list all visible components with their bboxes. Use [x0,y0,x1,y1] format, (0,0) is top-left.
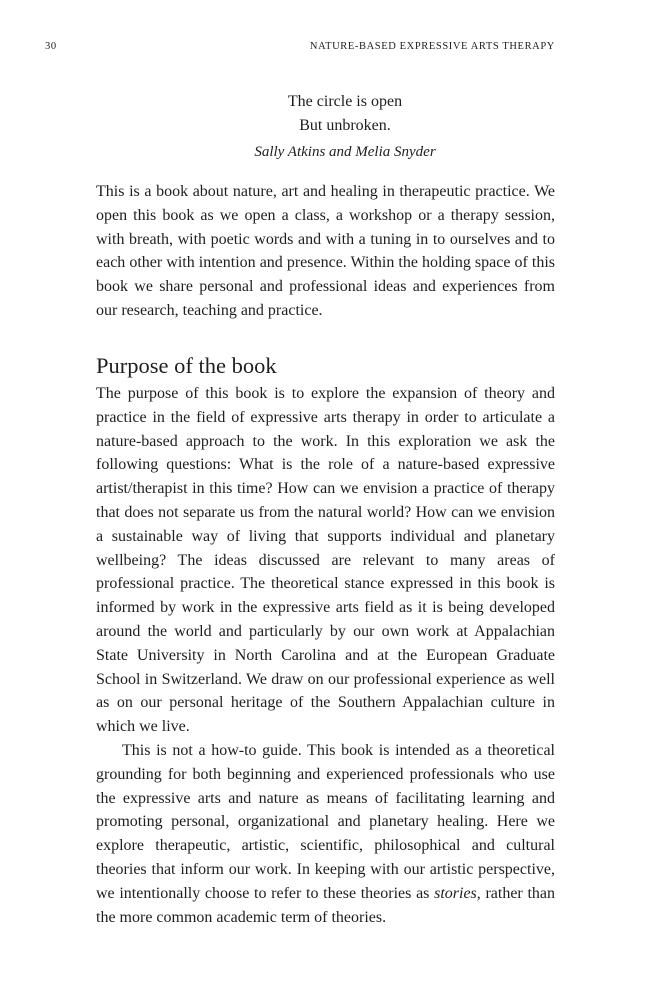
epigraph-line: But unbroken. [299,117,391,134]
epigraph [45,90,645,164]
body-paragraph [96,739,555,929]
emphasized-term: stories [434,884,477,902]
page-number: 30 [45,41,57,52]
epigraph-author: Sally Atkins and Melia Snyder [254,144,436,160]
section-heading: Purpose of the book [96,353,277,378]
purpose-section [96,382,555,929]
intro-paragraph: This is a book about nature, art and healing in therapeutic practice. We open this book as we open a class, a workshop or a therapy session, with breath, with poetic words and with a tuning in to ourselves and to each other with intention and presence. Within the holding space of this book we share personal and professional ideas and experiences from our research, teaching and practice. [96,183,555,319]
intro-section [96,180,555,323]
epigraph-line: The circle is open [287,93,403,110]
body-text: , rather than the more common academic term of theories. [96,884,555,926]
running-header [45,41,555,57]
body-text: This is not a how-to guide. This book is intended as a theoretical grounding for both beginning and experienced professionals who use the expressive arts and nature as means of facilitating learning and promoting personal, organizational and planetary healing. Here we explore therapeutic, artistic, scientific, philosophical and cultural theories that inform our work. In keeping with our artistic perspective, we intentionally choose to refer to these theories as [96,741,555,902]
body-paragraph: The purpose of this book is to explore the expansion of theory and practice in the field of expressive arts therapy in order to articulate a nature-based approach to the work. In this exploration we ask the following questions: What is the role of a nature-based expressive artist/therapist in this time? How can we envision a practice of therapy that does not separate us from the natural world? How can we envision a sustainable way of living that supports individual and planetary wellbeing? The ideas discussed are relevant to many areas of professional practice. The theoretical stance expressed in this book is informed by work in the expressive arts field as it is being developed around the world and particularly by our own work at Appalachian State University in North Carolina and at the European Graduate School in Switzerland. We draw on our professional experience as well as on our personal heritage of the Southern Appalachian culture in which we live. [96,385,555,736]
running-title: NATURE-BASED EXPRESSIVE ARTS THERAPY [309,41,555,52]
